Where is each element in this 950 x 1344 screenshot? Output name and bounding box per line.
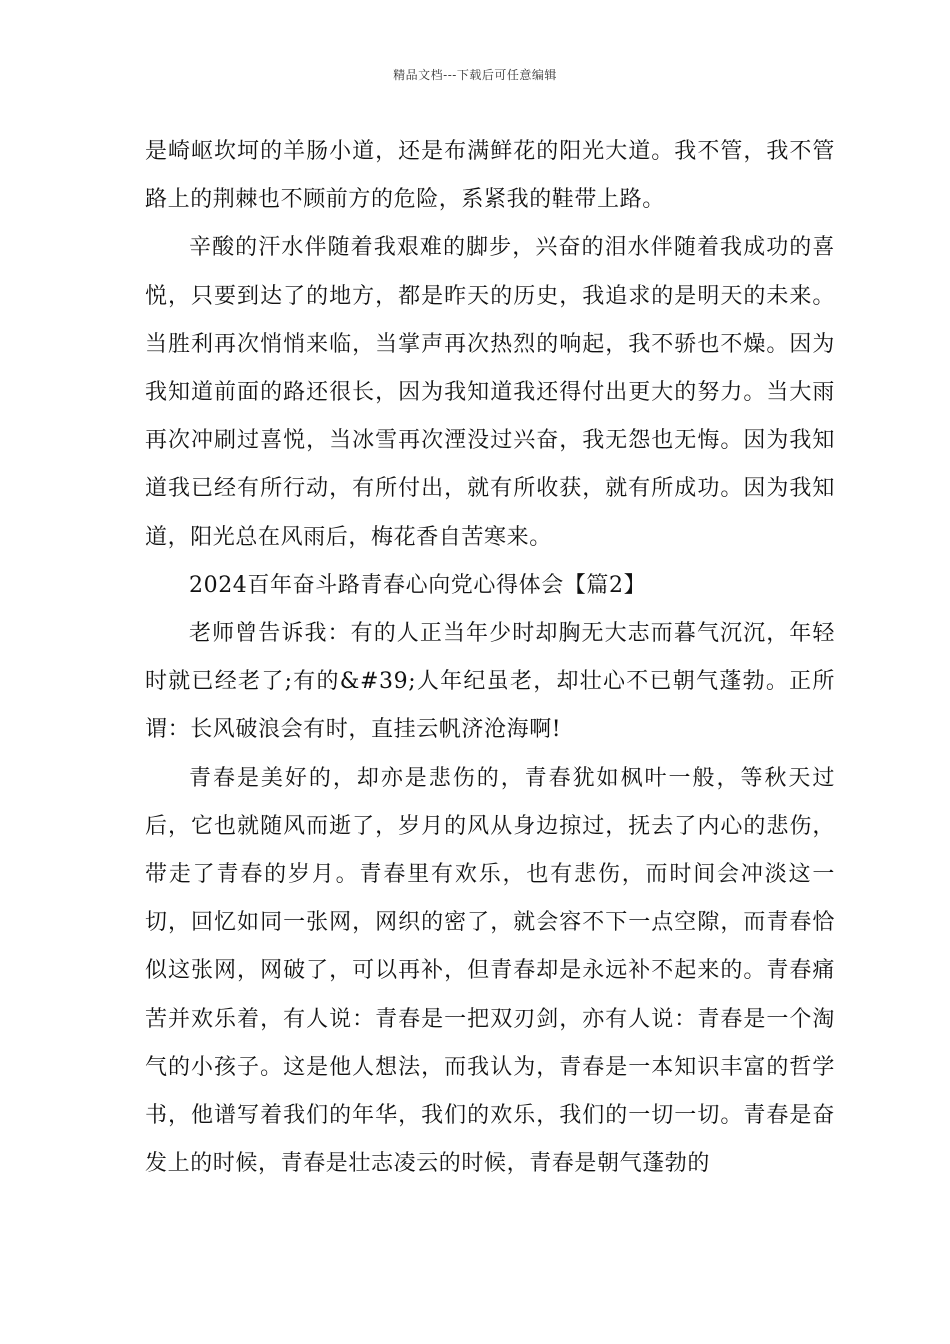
section-heading: 2024百年奋斗路青春心向党心得体会【篇2】	[189, 572, 647, 598]
document-body	[145, 128, 835, 1188]
paragraph-perseverance: 辛酸的汗水伴随着我艰难的脚步，兴奋的泪水伴随着我成功的喜悦，只要到达了的地方，都是昨天的历史，我追求的是明天的未来。当胜利再次悄悄来临，当掌声再次热烈的响起，我不骄也不燥。因为我知道前面的路还很长，因为我知道我还得付出更大的努力。当大雨再次冲刷过喜悦，当冰雪再次湮没过兴奋，我无怨也无悔。因为我知道我已经有所行动，有所付出，就有所收获，就有所成功。因为我知道，阳光总在风雨后，梅花香自苦寒来。	[145, 235, 835, 550]
paragraph-continuation: 是崎岖坎坷的羊肠小道，还是布满鲜花的阳光大道。我不管，我不管路上的荆棘也不顾前方的危险，系紧我的鞋带上路。	[145, 139, 835, 213]
page-header: 精品文档---下载后可任意编辑	[393, 68, 557, 82]
paragraph-youth: 青春是美好的，却亦是悲伤的，青春犹如枫叶一般，等秋天过后，它也就随风而逝了，岁月的风从身边掠过，抚去了内心的悲伤，带走了青春的岁月。青春里有欢乐，也有悲伤，而时间会冲淡这一切，回忆如同一张网，网织的密了，就会容不下一点空隙，而青春恰似这张网，网破了，可以再补，但青春却是永远补不起来的。青春痛苦并欢乐着，有人说：青春是一把双刃剑，亦有人说：青春是一个淘气的小孩子。这是他人想法，而我认为，青春是一本知识丰富的哲学书，他谱写着我们的年华，我们的欢乐，我们的一切一切。青春是奋发上的时候，青春是壮志凌云的时候，青春是朝气蓬勃的	[145, 765, 835, 1177]
paragraph-teacher-quote: 老师曾告诉我：有的人正当年少时却胸无大志而暮气沉沉，年轻时就已经老了;有的&#39;人年纪虽老，却壮心不已朝气蓬勃。正所谓：长风破浪会有时，直挂云帆济沧海啊!	[145, 621, 835, 743]
